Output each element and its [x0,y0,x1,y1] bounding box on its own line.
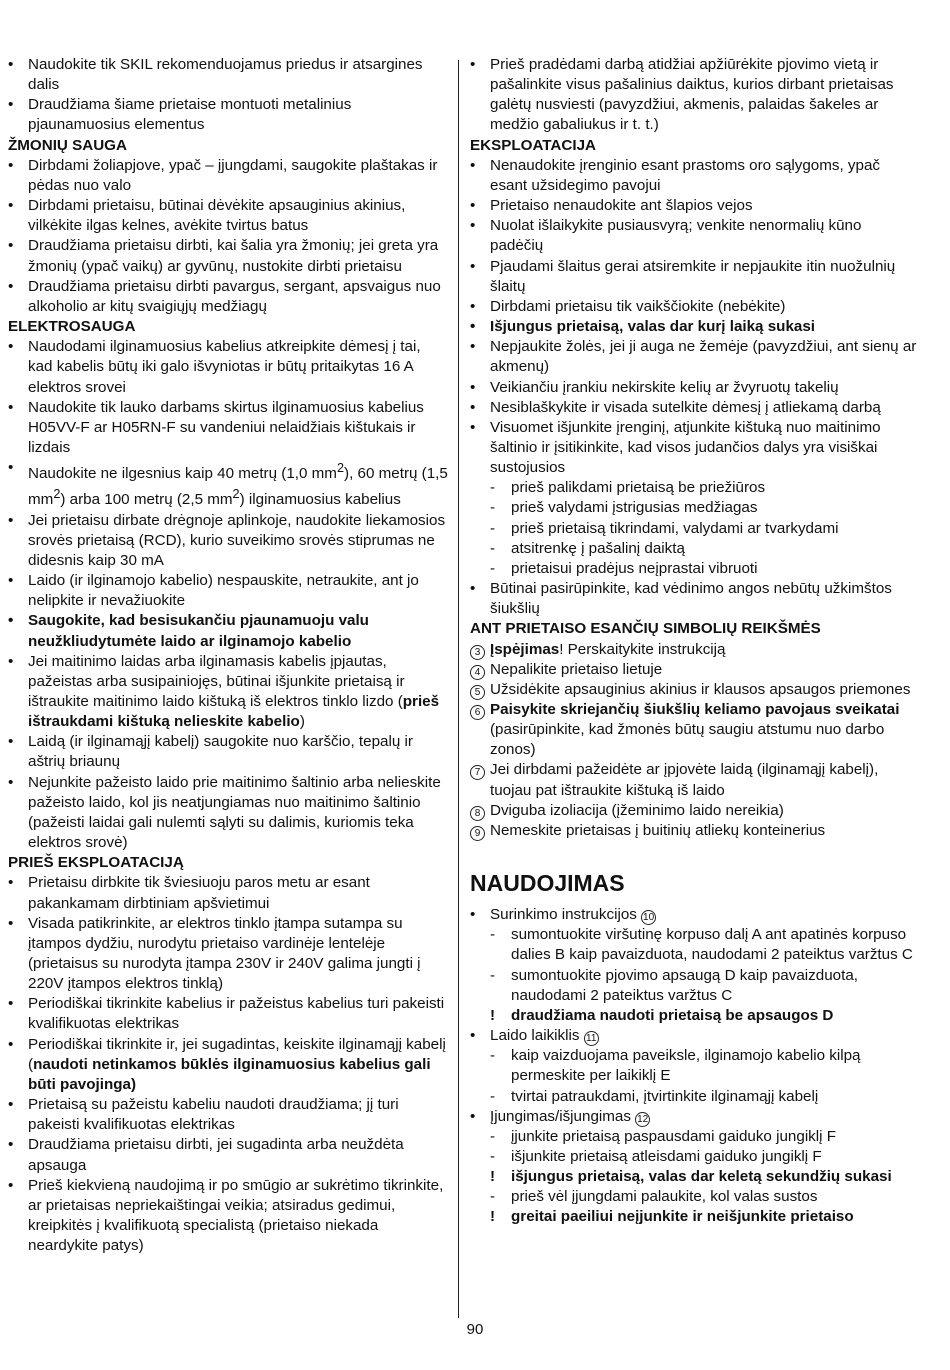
warning-item: ! greitai paeiliui neįjunkite ir neišjunkite prietaiso [490,1208,854,1226]
list-item: • Draudžiama prietaisu dirbti, kai šalia yra žmonių; jei greta yra žmonių (ypač vaikų) ar gyvūnų, nustokite dirbti prietaisu [8,237,439,275]
section-heading: ŽMONIŲ SAUGA [8,136,127,154]
sub-item: - prietaisui pradėjus neįprastai vibruoti [490,559,758,577]
list-item: • Visada patikrinkite, ar elektros tinklo įtampa sutampa su įtampos dydžiu, nurodytu prietaiso vardinėje lentelėje (prietaisus su nurodyta įtampa 230V ir 240V galima jungti į 220V įtampos elektros tinklą) [8,914,421,993]
number-8-icon: 8 [470,806,485,821]
number-10-icon: 10 [643,912,655,924]
section-heading: ANT PRIETAISO ESANČIŲ SIMBOLIŲ REIKŠMĖS [470,620,821,638]
list-item: • Nepjaukite žolės, jei ji auga ne žemėje (pavyzdžiui, ant sienų ar akmenų) [470,338,917,376]
list-item: • Naudodami ilginamuosius kabelius atkreipkite dėmesį į tai, kad kabelis būtų iki galo išvyniotas ir būtų pritaikytas 16 A elektros srovei [8,338,421,396]
left-column [8,55,448,1256]
symbol-item: 3 Įspėjimas! Perskaitykite instrukciją [470,640,918,660]
list-item: • Draudžiama šiame prietaise montuoti metalinius pjaunamuosius elementus [8,96,352,134]
list-item: • Nenaudokite įrenginio esant prastoms oro sąlygoms, ypač esant užsidegimo pavojui [470,156,881,194]
section-heading: ELEKTROSAUGA [8,318,136,336]
number-9-icon: 9 [470,826,485,841]
symbol-item: 8 Dviguba izoliacija (įžeminimo laido nereikia) [470,801,918,821]
list-item: • Prieš pradėdami darbą atidžiai apžiūrėkite pjovimo vietą ir pašalinkite visus pašalinius daiktus, kurios dirbant prietaisas galėtų nusviesti (pavyzdžiui, akmenis, palaidas šakeles ar medžio gabaliukus ir t. t.) [470,56,894,134]
list-item: • Naudokite tik SKIL rekomenduojamus priedus ir atsargines dalis [8,56,423,94]
list-item: • Nuolat išlaikykite pusiausvyrą; venkite nenormalių kūno padėčių [470,217,862,255]
symbol-item: 7 Jei dirbdami pažeidėte ar įpjovėte laidą (ilginamąjį kabelį), tuojau pat ištraukite kištuką iš laido [470,760,918,800]
list-item: • Išjungus prietaisą, valas dar kurį laiką sukasi [470,318,816,336]
list-item: • Periodiškai tikrinkite ir, jei sugadintas, keiskite ilginamąjį kabelį (naudoti netinkamos būklės ilginamuosius kabelius gali būti pavojinga) [8,1035,446,1093]
sub-item: - įjunkite prietaisą paspausdami gaiduko jungiklį F [490,1127,837,1145]
list-item: • Jei maitinimo laidas arba ilginamasis kabelis įpjautas, pažeistas arba susipainiojęs, būtinai išjunkite prietaisą ir ištraukite maitinimo laido kištuką iš elektros tinklo lizdo (prieš ištraukdami kištuką nelieskite kabelio) [8,652,440,731]
list-item: • Surinkimo instrukcijos 10 [470,906,655,924]
sub-item: - prieš palikdami prietaisą be priežiūros [490,479,766,497]
list-item: • Nesiblaškykite ir visada sutelkite dėmesį į atliekamą darbą [470,398,881,416]
list-item: • Dirbdami prietaisu tik vaikščiokite (nebėkite) [470,297,786,315]
list-item: • Naudokite tik lauko darbams skirtus ilginamuosius kabelius H05VV-F ar H05RN-F su vandeniui nelaidžiais kištukais ir lizdais [8,398,424,456]
list-item: • Jei prietaisu dirbate drėgnoje aplinkoje, naudokite liekamosios srovės prietaisą (RCD), kurio suveikimo srovės stiprumas ne didesnis kaip 30 mA [8,511,446,569]
sub-item: - atsitrenkę į pašalinį daiktą [490,539,685,557]
symbol-item: 4 Nepalikite prietaiso lietuje [470,660,918,680]
sub-item: - kaip vaizduojama paveiksle, ilginamojo kabelio kilpą permeskite per laikiklį E [490,1047,861,1085]
symbol-item: 5 Užsidėkite apsauginius akinius ir klausos apsaugos priemones [470,680,918,700]
list-item: • Dirbdami prietaisu, būtinai dėvėkite apsauginius akinius, vilkėkite ilgas kelnes, avėkite tvirtus batus [8,197,406,235]
number-7-icon: 7 [470,765,485,780]
list-item: • Visuomet išjunkite įrenginį, atjunkite kištuką nuo maitinimo šaltinio ir įsitikinkite, kad visos judančios dalys yra visiškai sustojusios [470,418,881,477]
number-6-icon: 6 [470,705,485,720]
symbol-item: 6 Paisykite skriejančių šiukšlių keliamo pavojaus sveikatai (pasirūpinkite, kad žmonės būtų saugiu atstumu nuo darbo zonos) [470,700,918,760]
sub-item: - sumontuokite viršutinę korpuso dalį A ant apatinės korpuso dalies B kaip pavaizduota, naudodami 2 pateiktus varžtus C [490,926,913,964]
page-number: 90 [466,1321,484,1338]
list-item: • Saugokite, kad besisukančiu pjaunamuoju valu neužkliudytumėte laido ar ilginamojo kabelio [8,612,369,650]
list-item: • Laido laikiklis 11 [470,1026,918,1046]
number-3-icon: 3 [470,645,485,660]
sub-item: - prieš vėl įjungdami palaukite, kol valas sustos [490,1188,818,1206]
sub-item: - prieš valydami įstrigusias medžiagas [490,499,758,517]
list-item: • Prietaisą su pažeistu kabeliu naudoti draudžiama; jį turi pakeisti kvalifikuotas elektrikas [8,1096,399,1134]
sub-item: - išjunkite prietaisą atleisdami gaiduko jungiklį F [490,1147,822,1165]
list-item: • Prietaiso nenaudokite ant šlapios vejos [470,197,753,215]
sub-item: - tvirtai patraukdami, įtvirtinkite ilginamąjį kabelį [490,1087,819,1105]
right-column [470,55,918,1228]
list-item: • Prieš kiekvieną naudojimą ir po smūgio ar sukrėtimo tikrinkite, ar prietaisas nepriekaištingai veikia; atsiradus gedimui, kreipkitės į kvalifikuotą specialistą (prietaiso niekada neardykite patys) [8,1176,444,1255]
number-11-icon: 11 [584,1031,599,1046]
warning-item: ! draudžiama naudoti prietaisą be apsaugos D [490,1006,834,1024]
section-heading: PRIEŠ EKSPLOATACIJĄ [8,854,184,872]
list-item: • Draudžiama prietaisu dirbti pavargus, sergant, apsvaigus nuo alkoholio ar kitų svaigiųjų medžiagų [8,277,441,315]
list-item: • Pjaudami šlaitus gerai atsiremkite ir nepjaukite itin nuožulnių šlaitų [470,257,896,295]
number-4-icon: 4 [470,665,485,680]
list-item: • Prietaisu dirbkite tik šviesiuoju paros metu ar esant pakankamam dirbtiniam apšvietimui [8,874,370,912]
warning-item: ! išjungus prietaisą, valas dar keletą sekundžių sukasi [490,1168,892,1186]
list-item: • Dirbdami žoliapjove, ypač – įjungdami, saugokite plaštakas ir pėdas nuo valo [8,156,438,194]
list-item: • Draudžiama prietaisu dirbti, jei sugadinta arba neuždėta apsauga [8,1136,404,1174]
list-item: • Naudokite ne ilgesnius kaip 40 metrų (1,0 $mm^2$), 60 metrų (1,5 $mm^2$) arba 100 metrų (2,5 $mm^2$) ilginamuosius kabelius [8,459,448,509]
list-item: • Įjungimas/išjungimas 12 [470,1107,649,1125]
sub-item: - sumontuokite pjovimo apsaugą D kaip pavaizduota, naudodami 2 pateiktus varžtus C [490,966,858,1004]
number-12-icon: 12 [637,1113,649,1125]
sub-item: - prieš prietaisą tikrindami, valydami ar tvarkydami [490,519,839,537]
list-item: • Laidą (ir ilginamąjį kabelį) saugokite nuo karščio, tepalų ir aštrių briaunų [8,733,413,771]
list-item: • Laido (ir ilginamojo kabelio) nespauskite, netraukite, ant jo nelipkite ir nevažiuokite [8,572,419,610]
section-heading: EKSPLOATACIJA [470,136,597,154]
number-5-icon: 5 [470,685,485,700]
symbol-item: 9 Nemeskite prietaisas į buitinių atliekų konteinerius [470,821,918,841]
list-item: • Nejunkite pažeisto laido prie maitinimo šaltinio arba nelieskite pažeisto laido, kol jis neatjungiamas nuo maitinimo šaltinio (pažeisti laidai gali nulemti sąlyti su dalimis, kuriomis teka elektros srovė) [8,773,441,852]
list-item: • Periodiškai tikrinkite kabelius ir pažeistus kabelius turi pakeisti kvalifikuotas elektrikas [8,995,445,1033]
list-item: • Būtinai pasirūpinkite, kad vėdinimo angos nebūtų užkimštos šiukšlių [470,580,892,618]
list-item: • Veikiančiu įrankiu nekirskite kelių ar žvyruotų takelių [470,378,839,396]
column-divider [458,60,459,1318]
section-title: NAUDOJIMAS [470,870,625,897]
